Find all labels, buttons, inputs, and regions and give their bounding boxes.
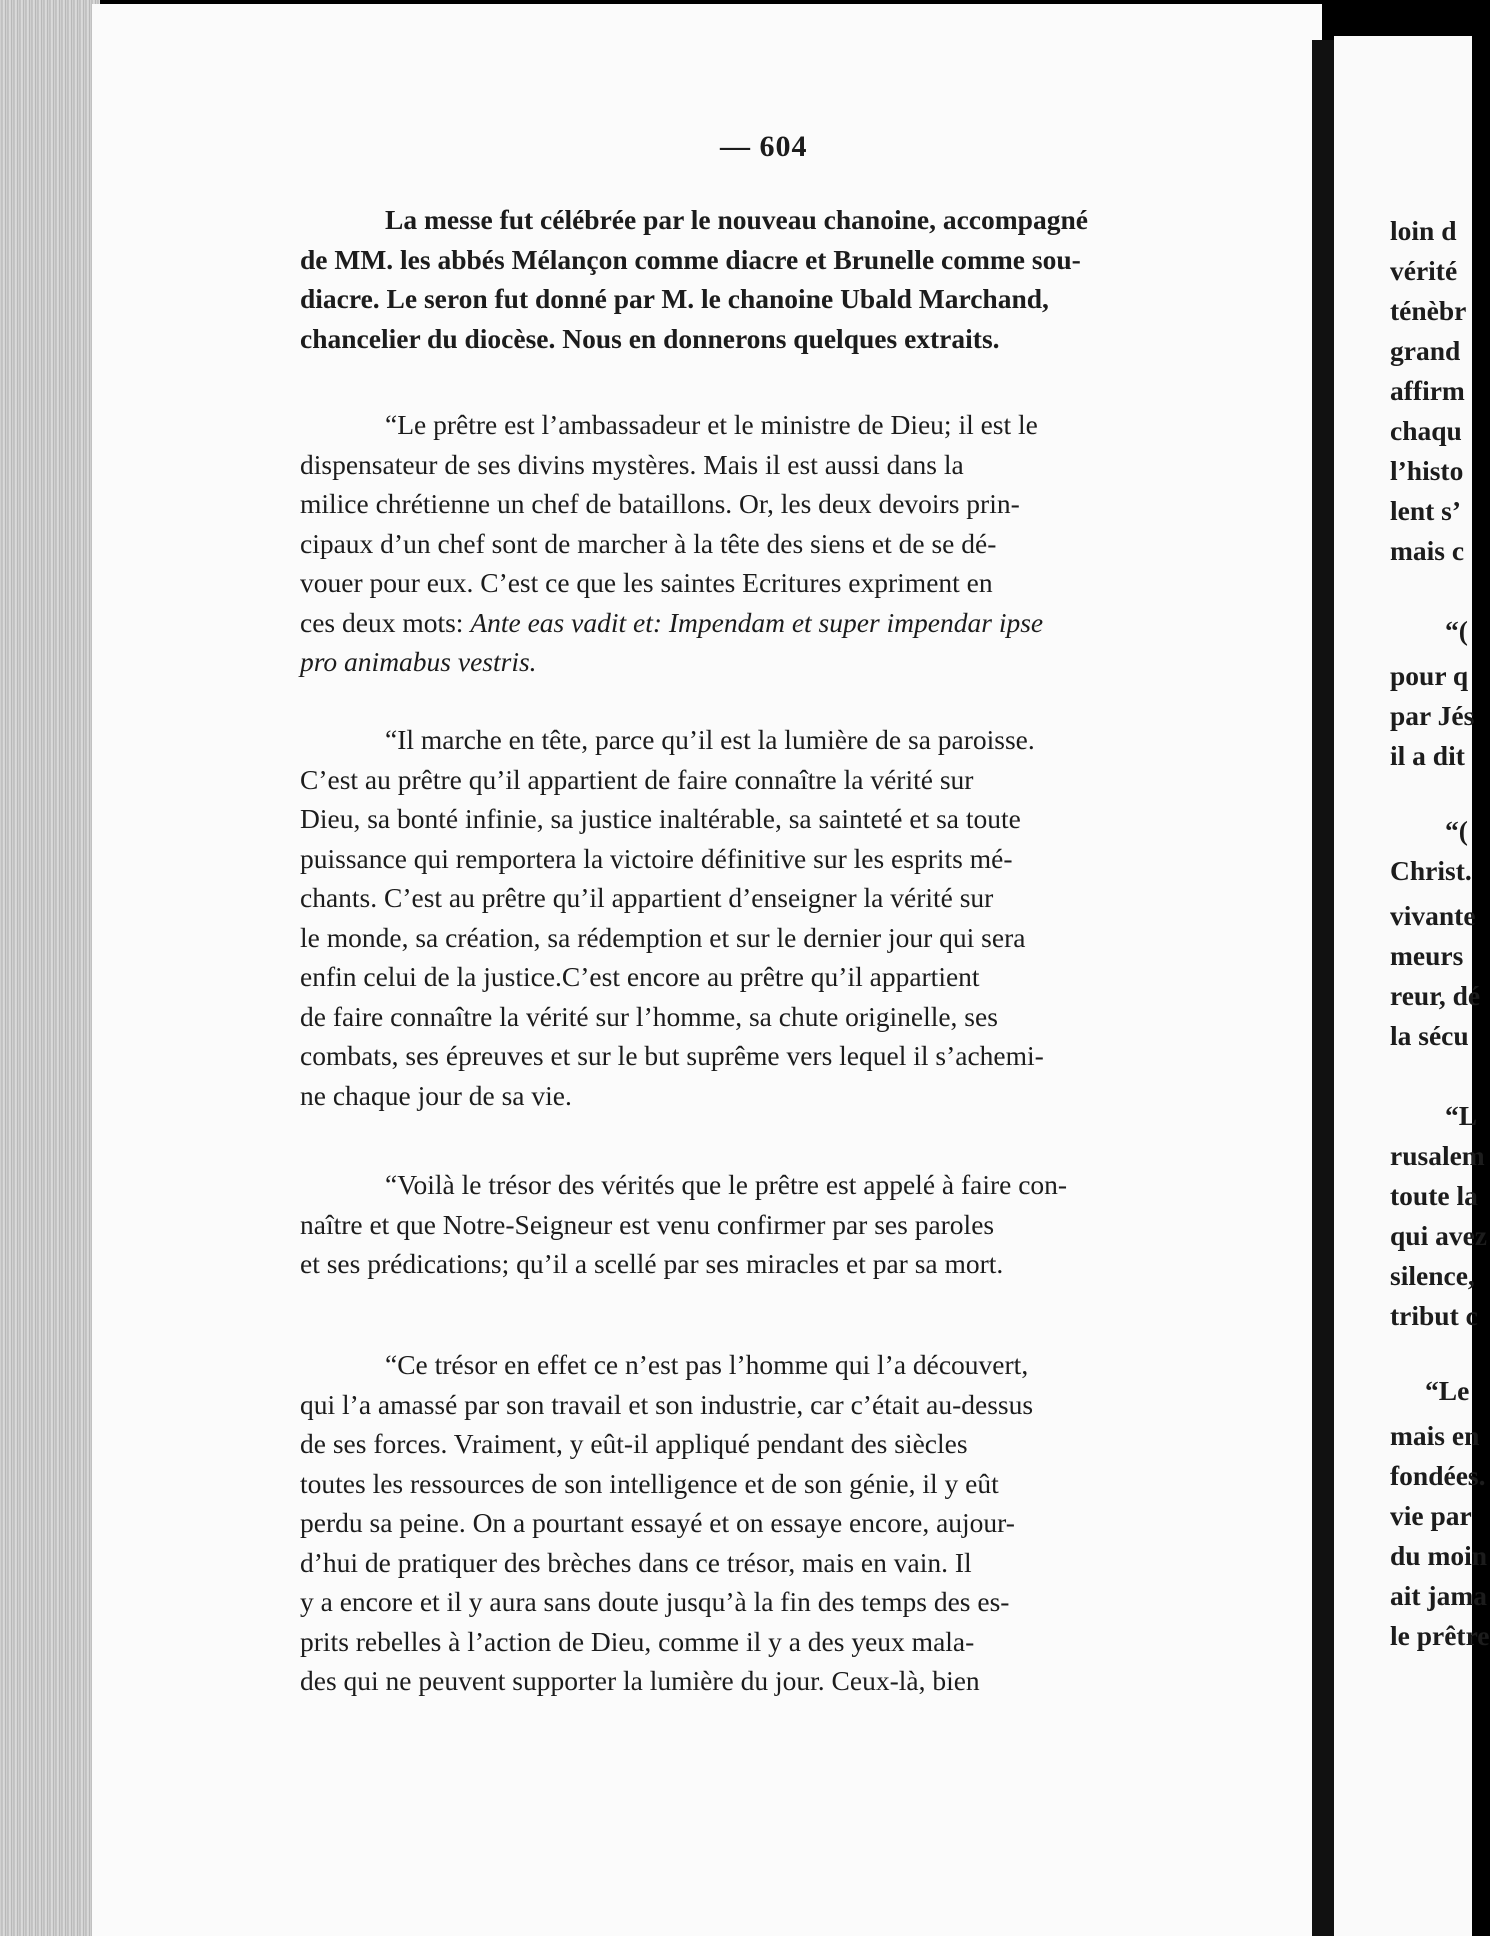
right-page-fragment: vérité: [1390, 255, 1458, 286]
right-page-fragment: ténèbr: [1390, 295, 1467, 326]
text-line: combats, ses épreuves et sur le but suprême vers lequel il s’achemi-: [300, 1040, 1044, 1071]
right-page-fragment: ait jama: [1390, 1580, 1487, 1611]
text-plain: ces deux mots:: [300, 606, 471, 638]
right-page-fragment: meurs: [1390, 940, 1464, 971]
text-line: d’hui de pratiquer des brèches dans ce trésor, mais en vain. Il: [300, 1546, 972, 1578]
right-page-fragment: Christ.: [1390, 855, 1472, 886]
text-line: enfin celui de la justice.C’est encore au prêtre qu’il appartient: [300, 961, 980, 992]
text-line: “Voilà le trésor des vérités que le prêtre est appelé à faire con-: [385, 1169, 1068, 1200]
book-gutter: [1312, 40, 1334, 1936]
right-page-fragment: du moin: [1390, 1540, 1488, 1571]
right-page-fragment: vie par: [1390, 1500, 1472, 1531]
text-line: de MM. les abbés Mélançon comme diacre et Brunelle comme sou-: [300, 243, 1081, 275]
right-page-fragment: la sécu: [1390, 1020, 1469, 1051]
right-page-fragment: silence,: [1390, 1260, 1475, 1291]
right-page-fragment: chaqu: [1390, 415, 1462, 446]
latin-quote: Ante eas vadit et: Impendam et super impendar ipse: [470, 606, 1044, 638]
text-line: cipaux d’un chef sont de marcher à la tête des siens et de se dé-: [300, 527, 997, 559]
text-line: ne chaque jour de sa vie.: [300, 1079, 572, 1111]
text-line: milice chrétienne un chef de bataillons. Or, les deux devoirs prin-: [300, 488, 1020, 519]
text-line: dispensateur de ses divins mystères. Mais il est aussi dans la: [300, 448, 964, 480]
paragraph-2: [300, 405, 1235, 682]
text-line: des qui ne peuvent supporter la lumière du jour. Ceux-là, bien: [300, 1665, 980, 1696]
right-page-fragment: qui avez: [1390, 1220, 1488, 1251]
text-line: perdu sa peine. On a pourtant essayé et on essaye encore, aujour-: [300, 1507, 1015, 1538]
text-line: diacre. Le seron fut donné par M. le chanoine Ubald Marchand,: [300, 283, 1049, 314]
right-page-fragment: toute la: [1390, 1180, 1478, 1211]
right-page-fragment: lent s’: [1390, 495, 1462, 526]
text-line: “Ce trésor en effet ce n’est pas l’homme qui l’a découvert,: [385, 1349, 1029, 1380]
text-line: chants. C’est au prêtre qu’il appartient d’enseigner la vérité sur: [300, 882, 994, 913]
right-page-fragment: loin d: [1390, 215, 1457, 246]
text-line: de ses forces. Vraiment, y eût-il appliqué pendant des siècles: [300, 1428, 968, 1459]
text-line-mixed: [300, 603, 1235, 643]
paragraph-4: [300, 1165, 1235, 1284]
right-page-fragment: reur, dé: [1390, 980, 1481, 1011]
text-line: “Le prêtre est l’ambassadeur et le ministre de Dieu; il est le: [385, 409, 1038, 440]
right-page-fragment: “(: [1445, 615, 1468, 646]
right-page-fragment: “Le: [1425, 1375, 1470, 1406]
paragraph-5: [300, 1345, 1235, 1701]
text-line: “Il marche en tête, parce qu’il est la lumière de sa paroisse.: [385, 724, 1035, 755]
text-line: y a encore et il y aura sans doute jusqu’à la fin des temps des es-: [300, 1586, 1010, 1617]
text-line: naître et que Notre-Seigneur est venu confirmer par ses paroles: [300, 1208, 995, 1240]
page-number: — 604: [720, 130, 808, 163]
right-page-fragment: tribut c: [1390, 1300, 1478, 1331]
latin-quote-end: pro animabus vestris.: [300, 646, 537, 677]
right-page-fragment: affirm: [1390, 375, 1465, 406]
paragraph-3: [300, 720, 1235, 1115]
text-line: Dieu, sa bonté infinie, sa justice inaltérable, sa sainteté et sa toute: [300, 803, 1021, 834]
book-page-edges: [0, 0, 100, 1936]
text-line: toutes les ressources de son intelligence et de son génie, il y eût: [300, 1467, 999, 1499]
text-line: C’est au prêtre qu’il appartient de faire connaître la vérité sur: [300, 763, 974, 795]
text-line: qui l’a amassé par son travail et son industrie, car c’était au-dessus: [300, 1388, 1034, 1420]
right-page-fragment: “L: [1445, 1100, 1478, 1131]
right-page-fragment: fondées.: [1390, 1460, 1486, 1491]
text-line: vouer pour eux. C’est ce que les saintes Ecritures expriment en: [300, 567, 993, 598]
right-page-fragment: il a dit: [1390, 740, 1465, 771]
right-page-fragment: mais c: [1390, 535, 1465, 566]
right-page-fragment: le prêtre: [1390, 1620, 1490, 1651]
right-page-fragment: pour q: [1390, 660, 1469, 691]
right-page-fragment: rusalem: [1390, 1140, 1485, 1171]
right-page-fragment: par Jés: [1390, 700, 1475, 731]
text-line: et ses prédications; qu’il a scellé par ses miracles et par sa mort.: [300, 1248, 1004, 1279]
right-page-fragment: grand: [1390, 335, 1461, 366]
text-line: prits rebelles à l’action de Dieu, comme il y a des yeux mala-: [300, 1625, 975, 1657]
right-page-fragment: vivante: [1390, 900, 1476, 931]
paragraph-1: [300, 200, 1235, 358]
right-page-fragment: l’histo: [1390, 455, 1464, 486]
right-page-fragment: mais en: [1390, 1420, 1480, 1451]
text-line: chancelier du diocèse. Nous en donnerons quelques extraits.: [300, 322, 1000, 354]
text-line: le monde, sa création, sa rédemption et sur le dernier jour qui sera: [300, 921, 1026, 953]
right-page-fragment: “(: [1445, 815, 1468, 846]
text-line: puissance qui remportera la victoire définitive sur les esprits mé-: [300, 842, 1013, 874]
text-line: de faire connaître la vérité sur l’homme, sa chute originelle, ses: [300, 1000, 998, 1032]
text-line: La messe fut célébrée par le nouveau chanoine, accompagné: [385, 204, 1088, 235]
